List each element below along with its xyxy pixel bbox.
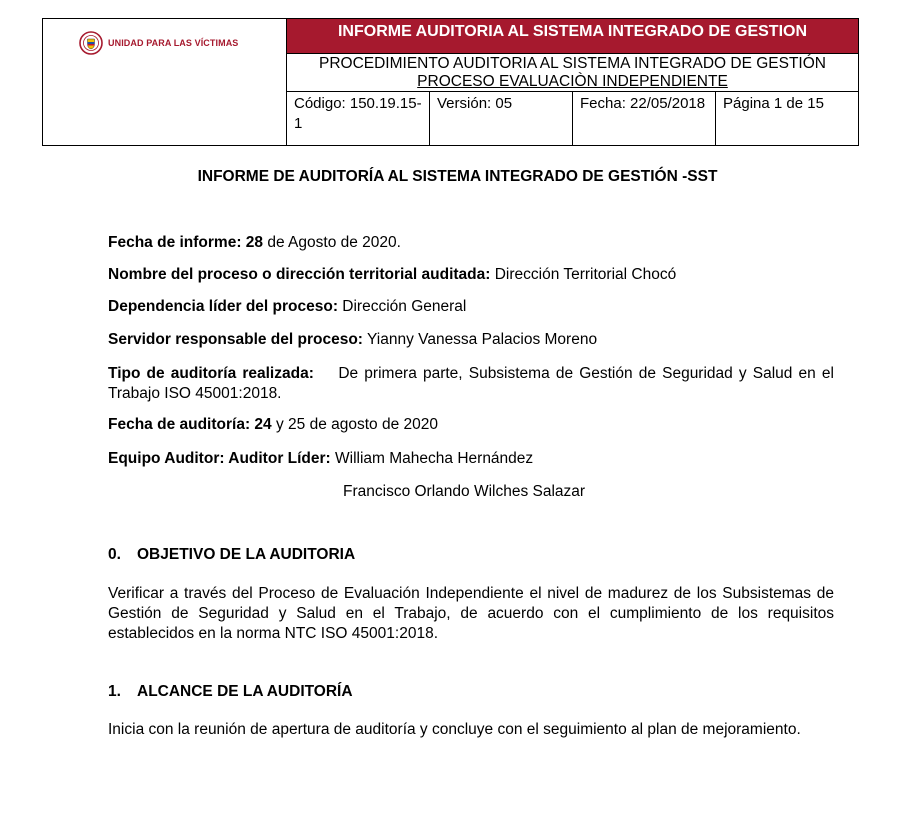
procedure-cell	[287, 54, 859, 92]
field-nombre-proceso	[108, 265, 834, 285]
field-servidor	[108, 330, 834, 350]
field-value: Dirección Territorial Chocó	[490, 266, 677, 283]
code-cell: Código: 150.19.15-1	[287, 92, 430, 146]
document-title: INFORME DE AUDITORÍA AL SISTEMA INTEGRADO DE GESTIÓN -SST	[197, 168, 718, 185]
version-cell: Versión: 05	[430, 92, 573, 146]
field-tipo-auditoria	[108, 364, 839, 404]
field-value: Dirección General	[337, 298, 467, 315]
field-dependencia	[108, 297, 834, 317]
logo-cell	[43, 19, 287, 146]
section-heading-objetivo	[108, 546, 355, 564]
logo	[79, 31, 238, 55]
field-value: William Mahecha Hernández	[330, 450, 534, 467]
field-equipo-second: Francisco Orlando Wilches Salazar	[343, 483, 586, 500]
field-label: Fecha de informe:	[108, 234, 242, 251]
field-value: de Agosto de 2020.	[263, 234, 401, 251]
field-value: Yianny Vanessa Palacios Moreno	[362, 331, 598, 348]
field-bold-value: 28	[241, 234, 264, 251]
field-fecha-auditoria	[108, 415, 834, 435]
page-cell: Página 1 de 15	[716, 92, 859, 146]
section-text-objetivo: Verificar a través del Proceso de Evaluación Independiente el nivel de madurez de los Subsistemas de Gestión de Seguridad y Salud en el Trabajo, de acuerdo con el cumplimiento de los requisitos establecidos en la norma NTC ISO 45001:2018.	[108, 585, 834, 642]
process-name: PROCESO EVALUACIÒN INDEPENDIENTE	[417, 73, 728, 90]
field-value: De primera parte, Subsistema de Gestión de Seguridad y Salud en el Trabajo ISO 45001:2018.	[108, 365, 839, 402]
field-label: Equipo Auditor:	[108, 450, 225, 467]
report-title: INFORME AUDITORIA AL SISTEMA INTEGRADO DE GESTION	[287, 19, 859, 54]
field-sublabel: Auditor Líder:	[224, 450, 331, 467]
section-heading-alcance	[108, 683, 353, 701]
field-label: Dependencia líder del proceso:	[108, 298, 338, 315]
section-title: OBJETIVO DE LA AUDITORIA	[137, 546, 356, 563]
field-value: y 25 de agosto de 2020	[271, 416, 439, 433]
date-cell: Fecha: 22/05/2018	[573, 92, 716, 146]
section-text-alcance: Inicia con la reunión de apertura de auditoría y concluye con el seguimiento al plan de mejoramiento.	[108, 721, 801, 738]
logo-text: UNIDAD PARA LAS VÍCTIMAS	[108, 38, 239, 48]
field-fecha-informe	[108, 233, 834, 253]
section-number: 0.	[108, 546, 121, 563]
field-bold-value: 24	[250, 416, 272, 433]
field-label: Nombre del proceso o dirección territorial auditada:	[108, 266, 491, 283]
procedure-name: PROCEDIMIENTO AUDITORIA AL SISTEMA INTEGRADO DE GESTIÓN	[318, 55, 826, 72]
section-number: 1.	[108, 683, 121, 700]
section-title: ALCANCE DE LA AUDITORÍA	[137, 683, 353, 700]
field-label: Tipo de auditoría realizada:	[108, 365, 314, 382]
field-label: Fecha de auditoría:	[108, 416, 251, 433]
coat-of-arms-icon	[79, 31, 103, 55]
field-equipo	[108, 449, 834, 469]
document-header	[42, 18, 859, 146]
field-label: Servidor responsable del proceso:	[108, 331, 363, 348]
